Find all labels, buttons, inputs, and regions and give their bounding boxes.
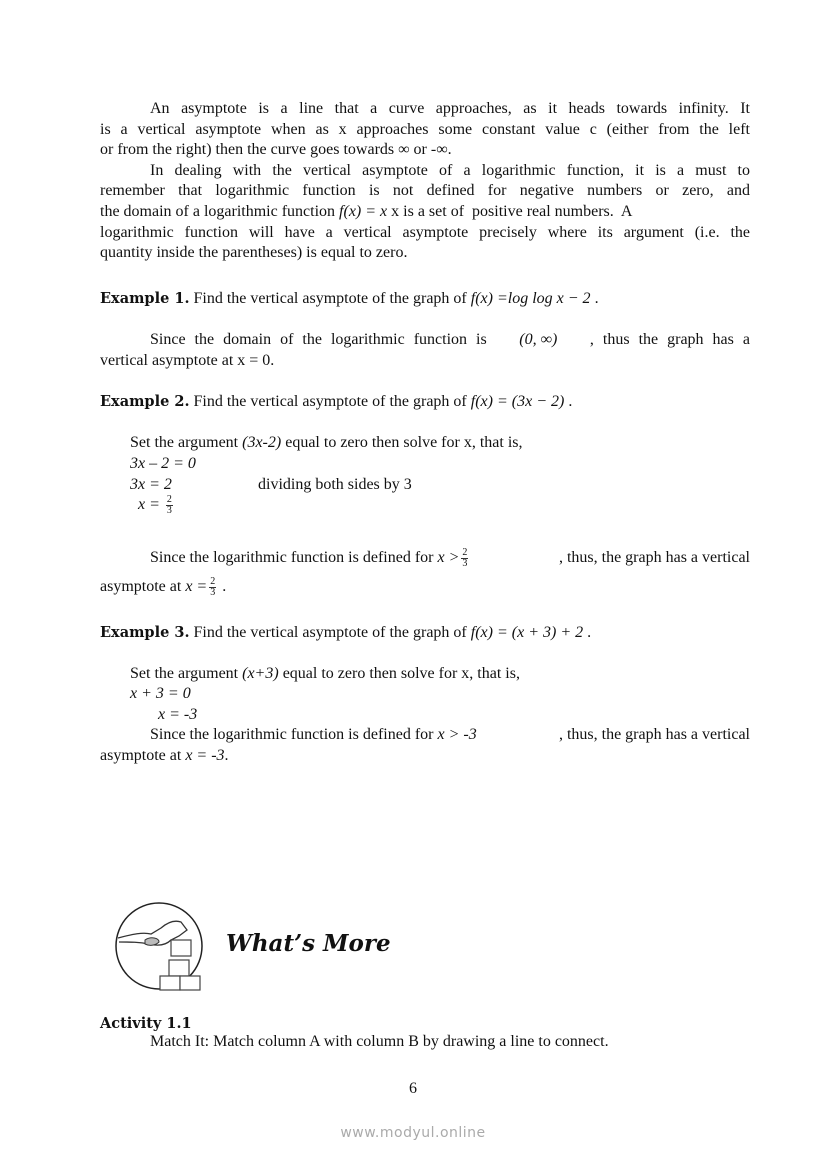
example-3-step xyxy=(130,664,520,684)
example-2-note: dividing both sides by 3 xyxy=(258,476,412,493)
intro-line: An asymptote is a line that a curve approaches, as it heads towards infinity. It xyxy=(150,100,750,117)
math-inequality: x > xyxy=(437,549,460,567)
example-3-equation: x = -3 xyxy=(158,706,198,723)
math-equation: x = xyxy=(185,578,208,596)
text: . xyxy=(564,393,573,410)
text: Find the vertical asymptote of the graph of xyxy=(189,393,471,410)
example-label: Example 2. xyxy=(100,393,190,410)
text: Since the logarithmic function is defined for xyxy=(150,549,438,567)
text: . xyxy=(218,578,227,596)
text: x is a set of positive real numbers. A xyxy=(387,203,633,220)
text: , thus the graph has a xyxy=(589,331,750,348)
text: asymptote at xyxy=(100,747,186,764)
text: , thus, the graph has a vertical xyxy=(558,549,750,566)
example-2-equation: 3x = 2 xyxy=(130,476,172,493)
fraction xyxy=(166,495,173,516)
example-3-equation: x + 3 = 0 xyxy=(130,685,191,702)
hand-stacking-blocks-icon xyxy=(113,900,205,992)
math-domain: (0, ∞) xyxy=(519,331,558,348)
math-argument: (3x-2) xyxy=(242,434,282,451)
numerator: 2 xyxy=(166,494,172,505)
page-number: 6 xyxy=(409,1080,417,1097)
intro-line: logarithmic function will have a vertical asymptote precisely where its argument (i.e. the xyxy=(100,224,750,241)
numerator: 2 xyxy=(210,576,216,587)
text: Find the vertical asymptote of the graph of xyxy=(189,624,471,641)
intro-line xyxy=(100,202,750,222)
denominator: 3 xyxy=(462,558,468,569)
fraction xyxy=(461,548,468,569)
denominator: 3 xyxy=(210,587,216,598)
section-title: What’s More xyxy=(226,930,391,957)
example-2-equation: 3x – 2 = 0 xyxy=(130,455,196,472)
example-1-heading xyxy=(100,289,599,309)
denominator: 3 xyxy=(166,505,172,516)
math-function: f(x) = x xyxy=(339,203,388,220)
activity-title: Activity 1.1 xyxy=(100,1015,192,1032)
example-2-conclusion xyxy=(100,577,226,597)
example-1-solution: vertical asymptote at x = 0. xyxy=(100,352,275,369)
fraction xyxy=(209,577,216,598)
text: Since the logarithmic function is defined for xyxy=(150,726,438,743)
example-2-heading xyxy=(100,392,572,412)
intro-line: is a vertical asymptote when as x approaches some constant value c (either from the left xyxy=(100,121,750,138)
intro-line: or from the right) then the curve goes towards ∞ or -∞. xyxy=(100,141,452,158)
activity-instruction: Match It: Match column A with column B by drawing a line to connect. xyxy=(150,1033,609,1050)
text: Since the domain of the logarithmic function is xyxy=(150,331,487,348)
text: Find the vertical asymptote of the graph of xyxy=(189,290,471,307)
math-argument: (x+3) xyxy=(242,665,279,682)
example-2-step xyxy=(130,433,522,453)
math-equation: x = -3 xyxy=(185,747,225,764)
intro-line: quantity inside the parentheses) is equal to zero. xyxy=(100,244,408,261)
example-2-equation xyxy=(138,495,175,515)
example-3-conclusion xyxy=(100,746,229,766)
watermark: www.modyul.online xyxy=(340,1125,486,1141)
text: equal to zero then solve for x, that is, xyxy=(278,665,520,682)
text: , thus, the graph has a vertical xyxy=(558,726,750,743)
math-function: f(x) = (x + 3) + 2 xyxy=(470,624,584,641)
intro-line: remember that logarithmic function is not defined for negative numbers or zero, and xyxy=(100,182,750,199)
numerator: 2 xyxy=(462,547,468,558)
example-3-conclusion xyxy=(150,725,750,745)
example-label: Example 3. xyxy=(100,624,190,641)
example-2-conclusion xyxy=(150,548,750,568)
text: . xyxy=(583,624,592,641)
text: equal to zero then solve for x, that is, xyxy=(281,434,523,451)
example-3-heading xyxy=(100,623,591,643)
example-1-solution xyxy=(150,330,750,350)
text: Set the argument xyxy=(130,434,243,451)
text: Set the argument xyxy=(130,665,243,682)
math-inequality: x > -3 xyxy=(437,726,477,743)
math-function: f(x) =log log x − 2 xyxy=(470,290,591,307)
text: the domain of a logarithmic function xyxy=(100,203,340,220)
text: asymptote at xyxy=(100,578,186,596)
math-function: f(x) = (3x − 2) xyxy=(470,393,565,410)
text: . xyxy=(590,290,599,307)
intro-line: In dealing with the vertical asymptote of a logarithmic function, it is a must to xyxy=(150,162,750,179)
example-label: Example 1. xyxy=(100,290,190,307)
text: . xyxy=(224,747,229,764)
text: x = xyxy=(138,496,164,514)
